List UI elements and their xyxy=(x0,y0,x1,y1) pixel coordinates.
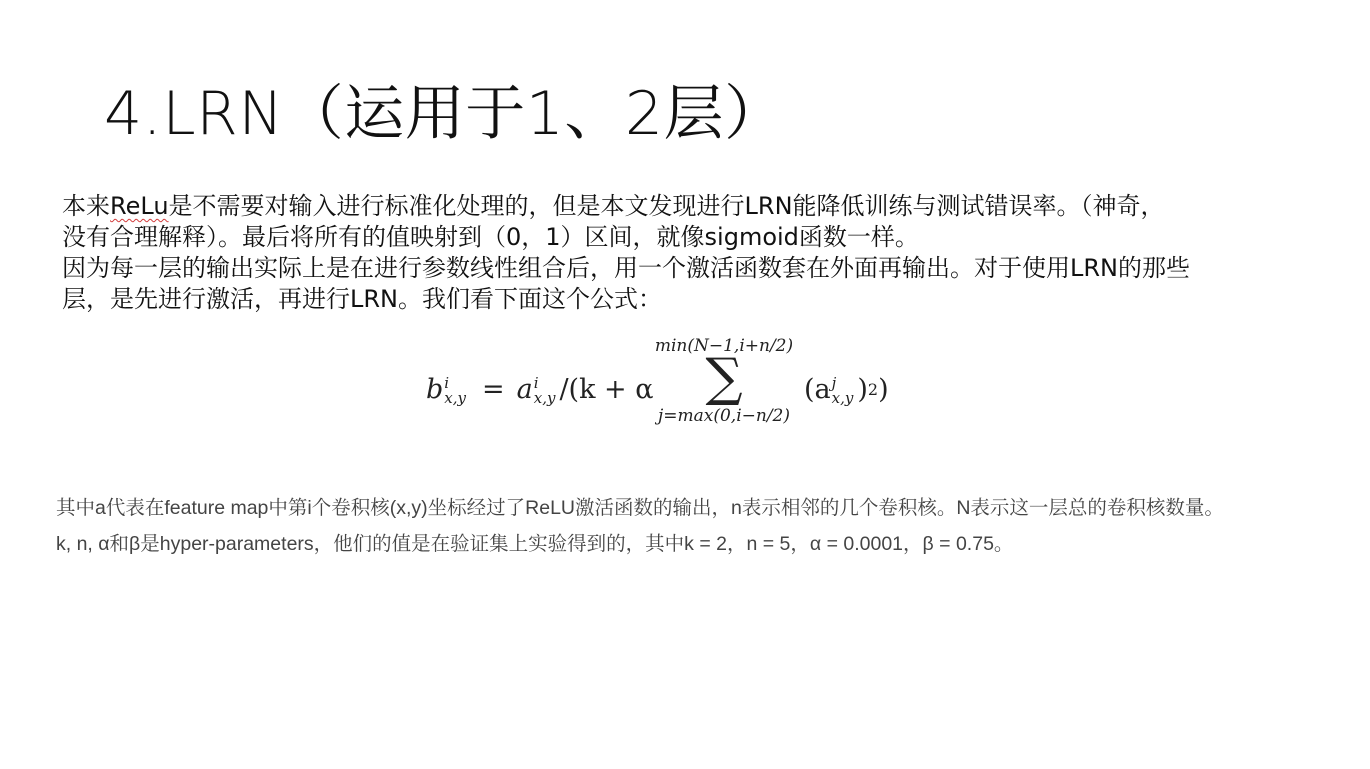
note-text xyxy=(56,490,1346,562)
body-text xyxy=(62,191,1302,315)
paragraph-2-line-1: 因为每一层的输出实际上是在进行参数线性组合后，用一个激活函数套在外面再输出。对于使用LRN的那些 xyxy=(62,254,1190,282)
formula-final-close: ) xyxy=(878,373,889,405)
formula-term-indices xyxy=(832,376,854,406)
formula-term xyxy=(804,364,889,414)
formula-a-indices xyxy=(534,376,556,406)
formula-a-sup: i xyxy=(533,374,539,392)
formula-b-sup: i xyxy=(444,374,450,392)
note-line-2: k, n, α和β是hyper-parameters，他们的值是在验证集上实验得到的，其中k = 2，n = 5，α = 0.0001，β = 0.75。 xyxy=(56,533,1014,555)
text-span: 本来 xyxy=(62,192,110,220)
paragraph-1-line-1 xyxy=(62,191,1302,222)
formula-term-close: ) xyxy=(857,373,868,405)
formula-term-sub: x,y xyxy=(831,389,854,407)
note-line-1: 其中a代表在feature map中第i个卷积核(x,y)坐标经过了ReLU激活函数的输出，n表示相邻的几个卷积核。N表示这一层总的卷积核数量。 xyxy=(56,497,1224,519)
formula-term-sup: j xyxy=(831,374,837,392)
formula-lhs xyxy=(426,364,653,414)
formula-b-indices xyxy=(444,376,466,406)
formula-power: 2 xyxy=(867,379,879,399)
relu-spellcheck-word: ReLu xyxy=(110,192,169,220)
formula-summation xyxy=(644,336,804,436)
formula-b-sub: x,y xyxy=(444,389,466,407)
formula-a-sub: x,y xyxy=(533,389,556,407)
formula-a: a xyxy=(516,373,533,405)
summation-symbol: ∑ xyxy=(705,348,743,408)
formula-equals: = xyxy=(482,373,505,405)
paragraph-2-line-2: 层，是先进行激活，再进行LRN。我们看下面这个公式： xyxy=(62,285,662,313)
summation-upper-limit: min(N−1,i+n/2) xyxy=(654,336,794,356)
summation-lower-limit: j=max(0,i−n/2) xyxy=(657,406,790,426)
formula-term-open: (a xyxy=(804,373,831,405)
lrn-formula xyxy=(426,336,906,436)
slide-title: 4.LRN（运用于1、2层） xyxy=(104,79,785,149)
formula-operator: /(k + α xyxy=(559,373,654,405)
text-span: 是不需要对输入进行标准化处理的，但是本文发现进行LRN能降低训练与测试错误率。（神奇， xyxy=(168,192,1165,220)
paragraph-1-line-2: 没有合理解释）。最后将所有的值映射到（0，1）区间，就像sigmoid函数一样。 xyxy=(62,223,919,251)
formula-b: b xyxy=(426,373,444,405)
